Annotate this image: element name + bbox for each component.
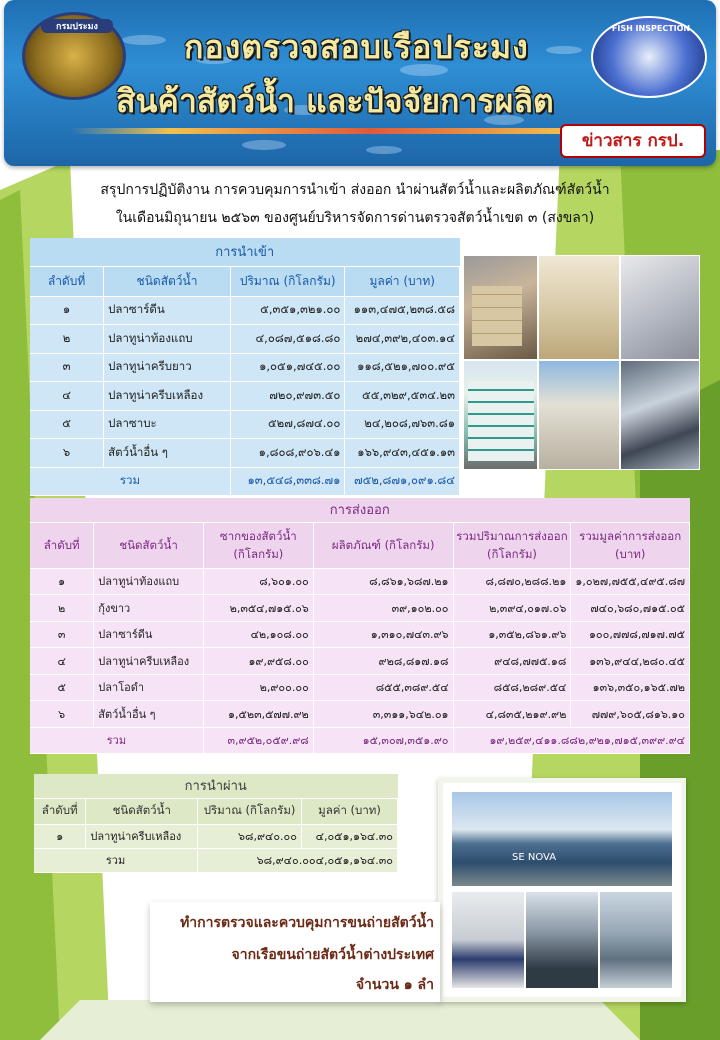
transit-total-combined: ๖๘,๙๔๐.๐๐๔,๐๕๑,๑๖๔.๓๐ bbox=[198, 848, 398, 872]
import-col-no: ลำดับที่ bbox=[30, 266, 104, 296]
export-total-row bbox=[30, 727, 690, 754]
export-cell: ๑๓๖,๙๔๔,๒๘๐.๔๕ bbox=[571, 648, 690, 675]
banner-stripe bbox=[70, 128, 570, 134]
import-cell: ๕๒๗,๘๗๔.๐๐ bbox=[230, 410, 345, 439]
export-cell: ปลาทูน่าท้องแถบ bbox=[94, 568, 204, 595]
import-cell: ๑๖๖,๙๔๓,๔๕๑.๑๓ bbox=[345, 439, 460, 468]
import-cell: ๑,๐๕๑,๗๔๕.๐๐ bbox=[230, 353, 345, 382]
import-cell: ๖ bbox=[30, 439, 104, 468]
news-tag: ข่าวสาร กรป. bbox=[560, 124, 706, 158]
heading-line1: สรุปการปฏิบัติงาน การควบคุมการนำเข้า ส่งออก นำผ่านสัตว์น้ำและผลิตภัณฑ์สัตว์น้ำ bbox=[100, 182, 610, 198]
import-rows bbox=[30, 296, 460, 467]
import-total-label: รวม bbox=[30, 467, 230, 496]
import-cell: ๔ bbox=[30, 382, 104, 411]
export-total-product: ๑๕,๓๐๗,๓๕๑.๙๐ bbox=[313, 727, 453, 754]
export-cell: ๕ bbox=[30, 674, 94, 701]
export-cell: ๑๓๖,๓๕๐,๑๖๕.๗๒ bbox=[571, 674, 690, 701]
export-cell: ๑,๓๕๒,๘๖๑.๙๖ bbox=[453, 621, 571, 648]
ship-photo bbox=[451, 791, 673, 887]
import-table bbox=[30, 238, 460, 496]
import-cell: ๔,๐๘๗,๕๑๘.๘๐ bbox=[230, 325, 345, 354]
right-emblem-text: FISH INSPECTION bbox=[611, 24, 691, 33]
import-row bbox=[30, 439, 460, 468]
export-cell: ๗๗๙,๖๐๕,๘๑๖.๑๐ bbox=[571, 701, 690, 728]
officers-inspection-photo bbox=[538, 360, 620, 470]
import-total-row bbox=[30, 467, 460, 496]
import-cell: ปลาทูน่าครีบยาว bbox=[104, 353, 231, 382]
export-cell: ๘,๘๖๑,๖๘๗.๒๑ bbox=[313, 568, 453, 595]
export-cell: ๘,๖๐๑.๐๐ bbox=[203, 568, 313, 595]
export-cell: ปลาทูน่าครีบเหลือง bbox=[94, 648, 204, 675]
import-col-value: มูลค่า (บาท) bbox=[345, 266, 460, 296]
export-caption: การส่งออก bbox=[30, 498, 690, 522]
export-cell: สัตว์น้ำอื่น ๆ bbox=[94, 701, 204, 728]
transit-caption: การนำผ่าน bbox=[34, 774, 398, 798]
import-cell: ๓ bbox=[30, 353, 104, 382]
import-caption: การนำเข้า bbox=[30, 238, 460, 266]
export-row bbox=[30, 648, 690, 675]
export-cell: ๑,๐๒๗,๗๕๕,๔๙๕.๘๗ bbox=[571, 568, 690, 595]
import-cell: ๑,๘๐๘,๙๐๖.๔๑ bbox=[230, 439, 345, 468]
report-heading bbox=[30, 176, 680, 232]
export-col-total-quantity: รวมปริมาณการส่งออก (กิโลกรัม) bbox=[453, 522, 571, 568]
ship-inspection-photo-collage bbox=[438, 778, 686, 1002]
import-row bbox=[30, 410, 460, 439]
export-row bbox=[30, 568, 690, 595]
export-cell: ๓๙,๑๐๒.๐๐ bbox=[313, 595, 453, 622]
import-total-value: ๗๕๒,๘๗๑,๐๙๑.๘๔ bbox=[345, 467, 460, 496]
export-cell: ๑,๓๑๐,๗๔๓.๙๖ bbox=[313, 621, 453, 648]
import-row bbox=[30, 382, 460, 411]
transit-table bbox=[34, 774, 398, 873]
export-cell: ๘,๘๗๐,๒๘๘.๒๑ bbox=[453, 568, 571, 595]
export-cell: ปลาซาร์ดีน bbox=[94, 621, 204, 648]
import-cell: ๒ bbox=[30, 325, 104, 354]
import-row bbox=[30, 353, 460, 382]
import-cell: ๕ bbox=[30, 410, 104, 439]
note-line3: จำนวน ๑ ลำ bbox=[355, 977, 434, 993]
export-cell: ๖ bbox=[30, 701, 94, 728]
export-cell: ๘๕๕,๓๘๙.๕๔ bbox=[313, 674, 453, 701]
import-cell: ๒๔,๒๐๘,๗๖๓.๘๑ bbox=[345, 410, 460, 439]
transit-col-no: ลำดับที่ bbox=[34, 798, 86, 824]
heading-line2: ในเดือนมิถุนายน ๒๕๖๓ ของศูนย์บริหารจัดการด่านตรวจสัตว์น้ำเขต ๓ (สงขลา) bbox=[115, 210, 595, 226]
export-total-combined: ๑๙,๒๕๙,๔๑๑.๘๘๒,๙๒๑,๗๑๕,๓๙๙.๙๔ bbox=[453, 727, 689, 754]
import-cell: ๕,๓๕๑,๓๒๑.๐๐ bbox=[230, 296, 345, 325]
import-cell: ปลาทูน่าท้องแถบ bbox=[104, 325, 231, 354]
transit-total-label: รวม bbox=[34, 848, 198, 872]
import-row bbox=[30, 296, 460, 325]
export-row bbox=[30, 595, 690, 622]
inspection-photo-collage bbox=[463, 255, 700, 470]
export-cell: ๒,๙๐๐.๐๐ bbox=[203, 674, 313, 701]
export-cell: ๗๔๐,๖๘๐,๗๑๕.๐๕ bbox=[571, 595, 690, 622]
export-col-total-value: รวมมูลค่าการส่งออก (บาท) bbox=[571, 522, 690, 568]
export-cell: ๑,๕๒๓,๕๗๗.๙๒ bbox=[203, 701, 313, 728]
import-cell: ปลาซาร์ดีน bbox=[104, 296, 231, 325]
cartons-photo bbox=[463, 360, 538, 470]
export-row bbox=[30, 621, 690, 648]
note-line1: ทำการตรวจและควบคุมการขนถ่ายสัตว์น้ำ bbox=[180, 915, 434, 931]
export-total-carcass: ๓,๙๕๒,๐๕๙.๙๘ bbox=[203, 727, 313, 754]
transit-col-species: ชนิดสัตว์น้ำ bbox=[86, 798, 198, 824]
import-cell: สัตว์น้ำอื่น ๆ bbox=[104, 439, 231, 468]
fish-inspection-emblem bbox=[591, 16, 707, 98]
transit-cell: ๑ bbox=[34, 824, 86, 848]
transit-cell: ๖๘,๙๔๐.๐๐ bbox=[198, 824, 302, 848]
transshipment-note bbox=[150, 902, 440, 1002]
export-row bbox=[30, 701, 690, 728]
export-col-product: ผลิตภัณฑ์ (กิโลกรัม) bbox=[313, 522, 453, 568]
container-photo bbox=[463, 255, 538, 360]
export-cell: ๘๕๘,๒๘๙.๕๔ bbox=[453, 674, 571, 701]
banner-title-line2: สินค้าสัตว์น้ำ และปัจจัยการผลิต bbox=[116, 82, 554, 120]
export-cell: ๒ bbox=[30, 595, 94, 622]
transit-col-quantity: ปริมาณ (กิโลกรัม) bbox=[198, 798, 302, 824]
export-cell: ๙๒๘,๘๑๗.๑๘ bbox=[313, 648, 453, 675]
carton-label-photo bbox=[538, 255, 620, 360]
export-cell: ๔๒,๑๐๘.๐๐ bbox=[203, 621, 313, 648]
department-of-fisheries-emblem bbox=[22, 12, 126, 100]
import-cell: ปลาซาบะ bbox=[104, 410, 231, 439]
export-cell: ๙๔๘,๗๗๕.๑๘ bbox=[453, 648, 571, 675]
transit-total-row bbox=[34, 848, 398, 872]
transit-cell: ปลาทูน่าครีบเหลือง bbox=[86, 824, 198, 848]
officer-photo bbox=[451, 891, 525, 989]
transit-cell: ๔,๐๕๑,๑๖๔.๓๐ bbox=[302, 824, 398, 848]
note-line2: จากเรือขนถ่ายสัตว์น้ำต่างประเทศ bbox=[231, 947, 434, 963]
import-cell: ๒๗๔,๓๙๒,๔๐๓.๑๔ bbox=[345, 325, 460, 354]
import-cell: ปลาทูน่าครีบเหลือง bbox=[104, 382, 231, 411]
export-table bbox=[30, 498, 690, 754]
export-cell: กุ้งขาว bbox=[94, 595, 204, 622]
export-cell: ๓,๓๑๑,๖๔๒.๐๑ bbox=[313, 701, 453, 728]
frozen-fish-photo bbox=[620, 255, 700, 360]
export-col-species: ชนิดสัตว์น้ำ bbox=[94, 522, 204, 568]
fish-sample-photo bbox=[620, 360, 700, 470]
export-cell: ๑๐๐,๗๗๘,๗๑๗.๗๕ bbox=[571, 621, 690, 648]
import-total-quantity: ๑๓,๕๔๘,๓๓๘.๗๑ bbox=[230, 467, 345, 496]
import-row bbox=[30, 325, 460, 354]
fish-hold-photo bbox=[599, 891, 673, 989]
import-cell: ๗๒๐,๙๗๓.๕๐ bbox=[230, 382, 345, 411]
import-col-quantity: ปริมาณ (กิโลกรัม) bbox=[230, 266, 345, 296]
transit-col-value: มูลค่า (บาท) bbox=[302, 798, 398, 824]
export-cell: ปลาโอดำ bbox=[94, 674, 204, 701]
import-cell: ๑๑๓,๔๗๕,๒๓๘.๕๘ bbox=[345, 296, 460, 325]
left-emblem-text: กรมประมง bbox=[41, 19, 113, 33]
import-cell: ๑ bbox=[30, 296, 104, 325]
export-col-no: ลำดับที่ bbox=[30, 522, 94, 568]
ship-deck-photo bbox=[525, 891, 599, 989]
export-cell: ๓ bbox=[30, 621, 94, 648]
export-cell: ๑ bbox=[30, 568, 94, 595]
export-rows bbox=[30, 568, 690, 727]
import-col-species: ชนิดสัตว์น้ำ bbox=[104, 266, 231, 296]
import-cell: ๕๕,๓๒๙,๕๓๔.๒๓ bbox=[345, 382, 460, 411]
export-row bbox=[30, 674, 690, 701]
transit-rows bbox=[34, 824, 398, 848]
import-cell: ๑๑๘,๕๒๑,๗๐๐.๙๕ bbox=[345, 353, 460, 382]
export-cell: ๒,๓๕๔,๗๑๕.๐๖ bbox=[203, 595, 313, 622]
banner-title-line1: กองตรวจสอบเรือประมง bbox=[184, 28, 529, 66]
export-cell: ๔,๘๓๕,๒๑๙.๙๒ bbox=[453, 701, 571, 728]
export-cell: ๒,๓๙๔,๐๑๗.๐๖ bbox=[453, 595, 571, 622]
header-banner bbox=[4, 0, 716, 166]
ship-name-label: SE NOVA bbox=[512, 852, 557, 863]
transit-row bbox=[34, 824, 398, 848]
export-col-carcass: ซากของสัตว์น้ำ (กิโลกรัม) bbox=[203, 522, 313, 568]
export-cell: ๔ bbox=[30, 648, 94, 675]
export-cell: ๑๙,๙๕๘.๐๐ bbox=[203, 648, 313, 675]
export-total-label: รวม bbox=[30, 727, 203, 754]
